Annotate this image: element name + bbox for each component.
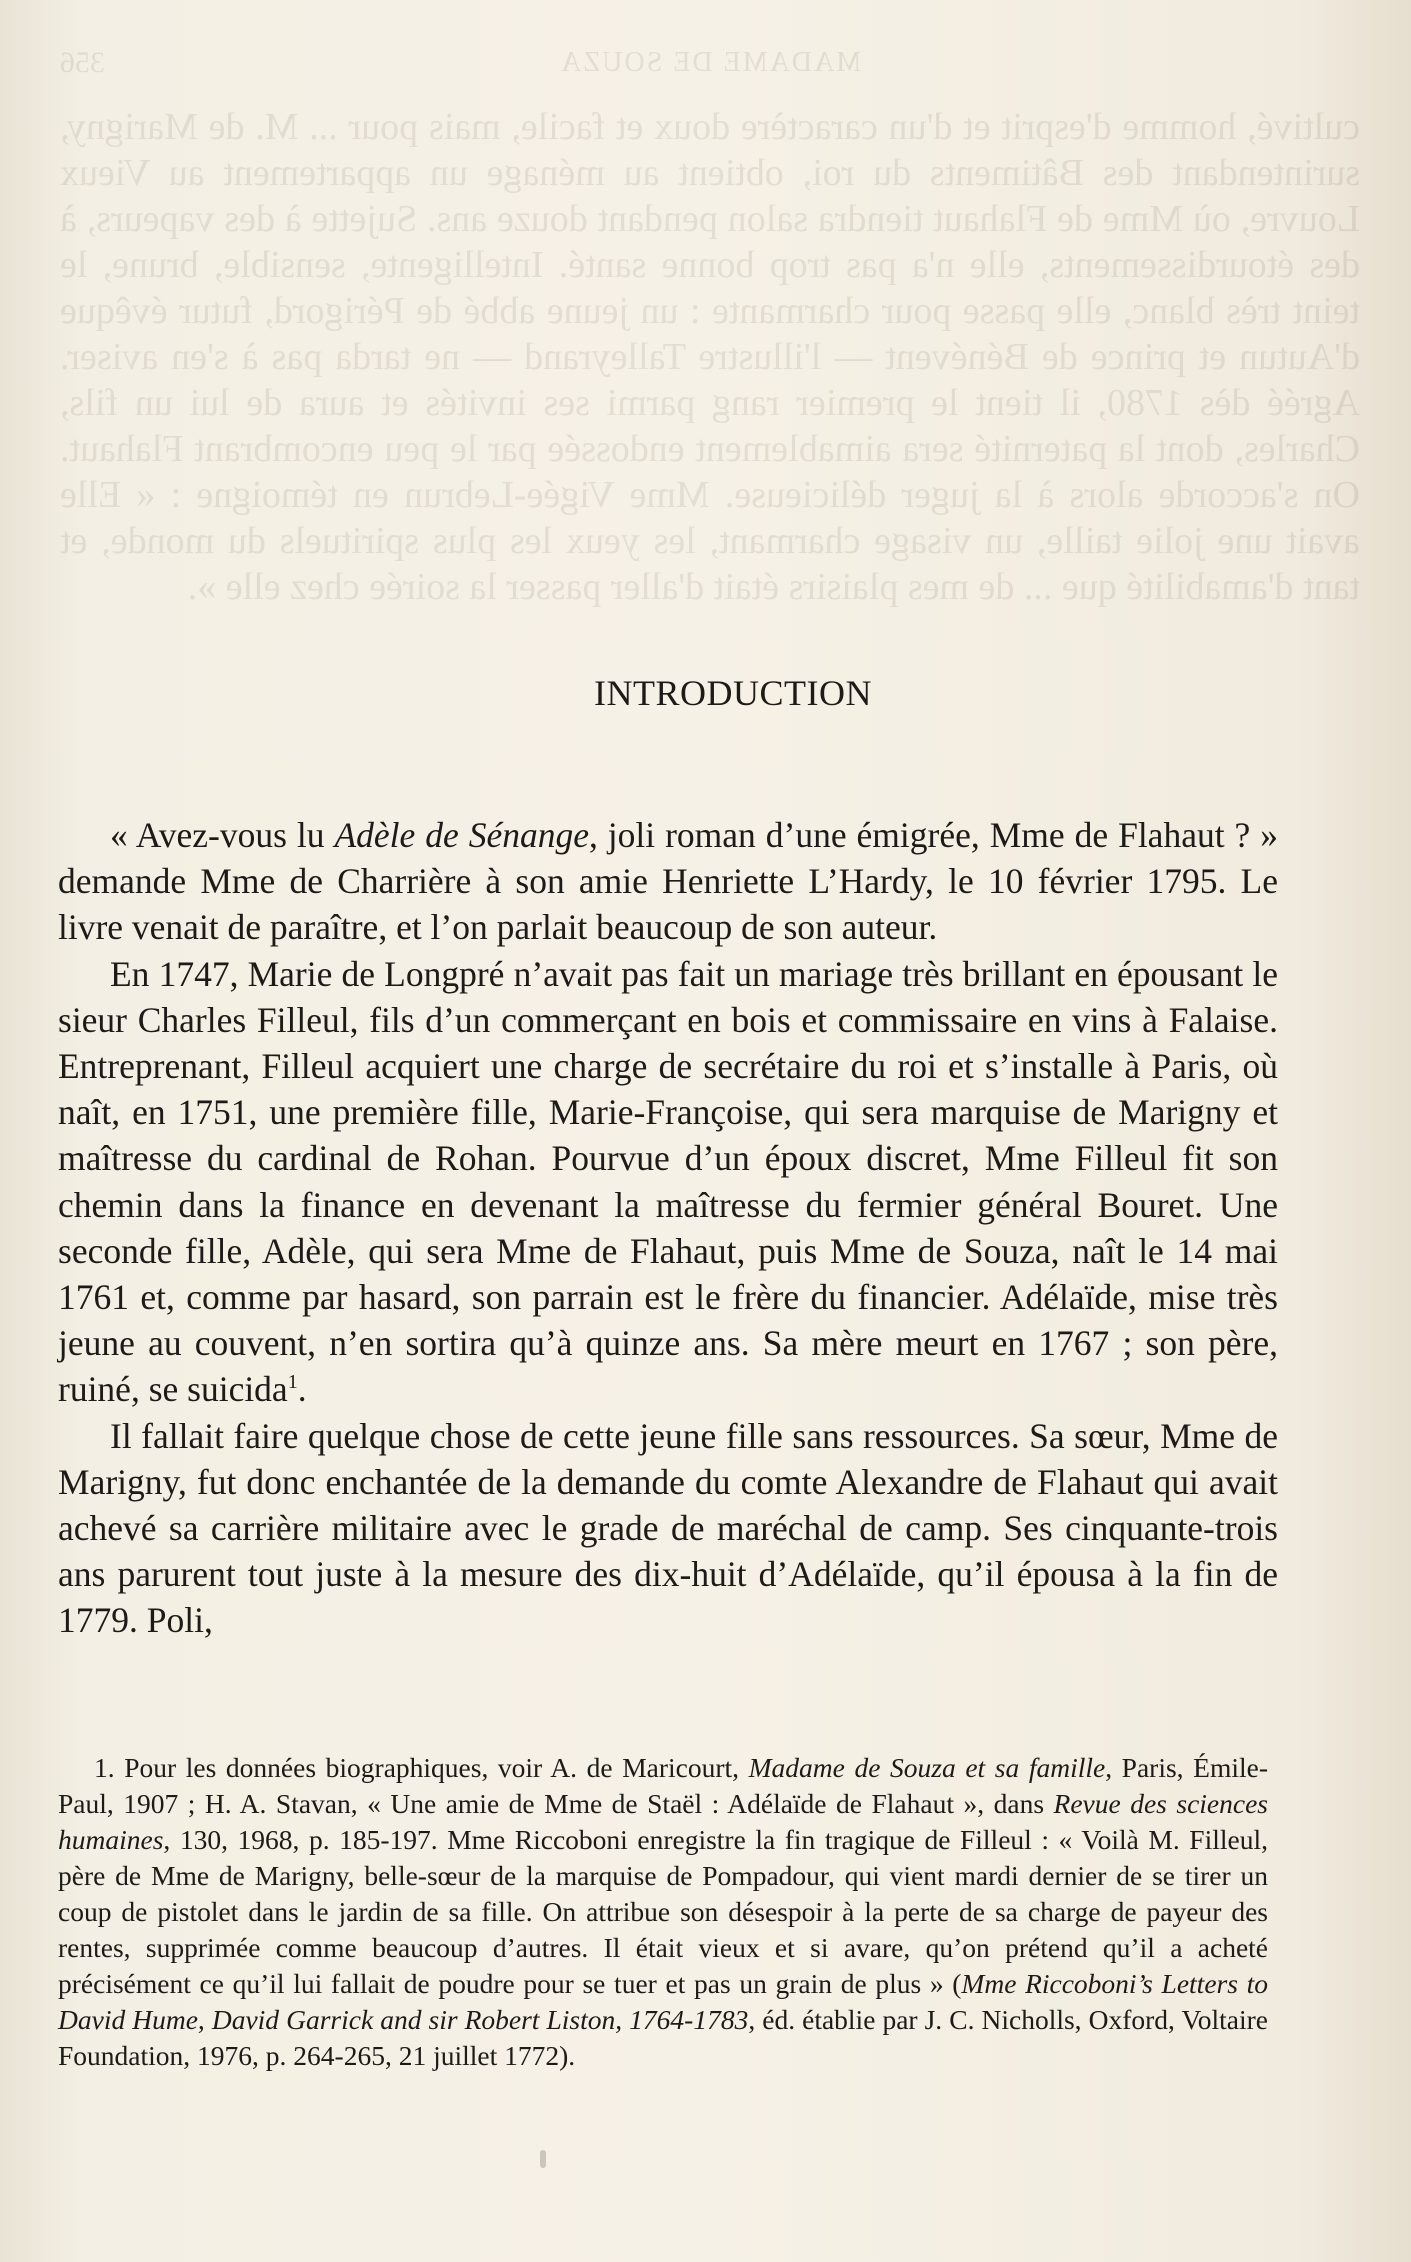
paragraph bbox=[58, 1413, 1278, 1644]
footnote-1 bbox=[58, 1750, 1268, 2074]
text-run: , Paris, Émile-Paul, 1907 ; H. A. Stavan, « Une amie de Mme de Staël : Adélaïde de Flahaut », dans bbox=[58, 1752, 1268, 1819]
italic-title: Mme Riccoboni’s Letters to David Hume, David Garrick and sir Robert Liston, 1764-1783 bbox=[58, 1968, 1269, 2035]
text-run: , joli roman d’une émigrée, Mme de Flahaut ? » demande Mme de Charrière à son amie Henriette L’Hardy, le 10 février 1795. Le livre venait de paraître, et l’on parlait beaucoup de son auteur. bbox=[58, 815, 1278, 948]
paragraph bbox=[58, 812, 1278, 951]
paragraph bbox=[58, 951, 1278, 1413]
footnotes bbox=[58, 1750, 1268, 2074]
italic-title: Adèle de Sénange bbox=[334, 815, 589, 855]
page-smudge bbox=[540, 2150, 546, 2168]
text-run: , éd. établie par J. C. Nicholls, Oxford, Voltaire Foundation, 1976, p. 264-265, 21 juillet 1772). bbox=[58, 2004, 1268, 2071]
text-run: « Avez-vous lu bbox=[110, 815, 335, 855]
page-title: INTRODUCTION bbox=[594, 673, 872, 713]
footnote-ref: 1 bbox=[287, 1371, 298, 1394]
text-run: Il fallait faire quelque chose de cette jeune fille sans ressources. Sa sœur, Mme de Marigny, fut donc enchantée de la demande du comte Alexandre de Flahaut qui avait achevé sa carrière militaire avec le grade de maréchal de camp. Ses cinquante-trois ans parurent tout juste à la mesure des dix-huit d’Adélaïde, qu’il épousa à la fin de 1779. Poli, bbox=[58, 1415, 1278, 1641]
italic-title: Revue des sciences humaines bbox=[58, 1788, 1268, 1855]
body-text bbox=[58, 812, 1278, 1644]
text-run: En 1747, Marie de Longpré n’avait pas fait un mariage très brillant en épousant le sieur Charles Filleul, fils d’un commerçant en bois et commissaire en vins à Falaise. Entreprenant, Filleul acquiert une charge de secrétaire du roi et s’installe à Paris, où naît, en 1751, une première fille, Marie-Françoise, qui sera marquise de Marigny et maîtresse du cardinal de Rohan. Pourvue d’un époux discret, Mme Filleul fit son chemin dans la finance en devenant la maîtresse du fermier général Bouret. Une seconde fille, Adèle, qui sera Mme de Flahaut, puis Mme de Souza, naît le 14 mai 1761 et, comme par hasard, son parrain est le frère du financier. Adélaïde, mise très jeune au couvent, n’en sortira qu’à quinze ans. Sa mère meurt en 1767 ; son père, ruiné, se suicida bbox=[58, 953, 1278, 1410]
bleed-page-number: 356 bbox=[60, 46, 105, 79]
bleed-paragraph: cultivé, homme d'esprit et d'un caractère doux et facile, mais pour ... M. de Marigny, surintendant des Bâtiments du roi, obtient au ménage un appartement au Vieux Louvre, où Mme de Flahaut tiendra salon pendant douze ans. Sujette à des vapeurs, à des étourdissements, elle n'a pas trop bonne santé. Intelligente, sensible, brune, le teint très blanc, elle passe pour charmante : un jeune abbé de Périgord, futur évêque d'Autun et prince de Bénévent — l'illustre Talleyrand — ne tarda pas à s'en aviser. Agréé dès 1780, il tient le premier rang parmi ses invités et aura de lui un fils, Charles, dont la paternité sera aimablement endossée par le peu encombrant Flahaut. On s'accorde alors à la juger délicieuse. Mme Vigée-Lebrun en témoigne : « Elle avait une jolie taille, un visage charmant, les yeux les plus spirituels du monde, et tant d'amabilité que ... de mes plaisirs était d'aller passer la soirée chez elle ». bbox=[60, 106, 1360, 608]
text-run: . bbox=[297, 1369, 307, 1410]
main-text-block bbox=[58, 672, 1278, 1644]
italic-title: Madame de Souza et sa famille bbox=[748, 1752, 1106, 1783]
bleed-running-header: MADAME DE SOUZA bbox=[558, 47, 862, 78]
text-run: , 130, 1968, p. 185-197. Mme Riccoboni enregistre la fin tragique de Filleul : « Voilà M. Filleul, père de Mme de Marigny, belle-sœur de la marquise de Pompadour, qui vient mardi dernier de se tirer un coup de pistolet dans le jardin de sa fille. On attribue son désespoir à la perte de sa charge de payeur des rentes, supprimée comme beaucoup d’autres. Il était vieux et si avare, qu’on prétend qu’il a acheté précisément ce qu’il lui fallait de poudre pour se tuer et pas un grain de plus » ( bbox=[58, 1824, 1268, 1999]
text-run: 1. Pour les données biographiques, voir A. de Maricourt, bbox=[94, 1752, 749, 1783]
